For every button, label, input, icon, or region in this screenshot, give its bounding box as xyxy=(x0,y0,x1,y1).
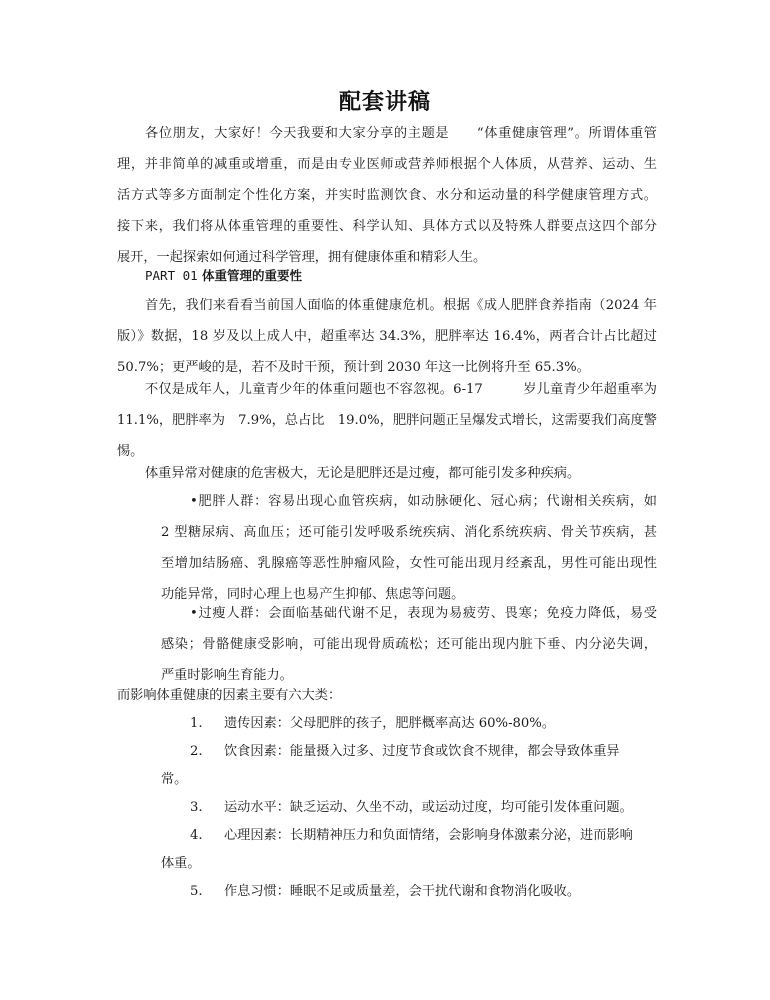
factor-number: 4. xyxy=(190,828,203,843)
intro-line: 理，并非简单的减重或增重，而是由专业医师或营养师根据个人体质，从营养、运动、生 xyxy=(117,157,657,172)
intro-line: 接下来，我们将从体重管理的重要性、科学认知、具体方式以及特殊人群要点这四个部分 xyxy=(117,219,657,234)
factor-item xyxy=(190,714,555,734)
bullet-line: •过瘦人群：会面临基础代谢不足，表现为易疲劳、畏寒；免疫力降低，易受 xyxy=(190,606,657,621)
paragraph-line: 版）》数据，18 岁及以上成人中，超重率达 34.3%，肥胖率达 16.4%，两者合计占比超过 xyxy=(117,329,657,344)
factor-item xyxy=(190,798,633,818)
factor-text: 作息习惯：睡眠不足或质量差，会干扰代谢和食物消化吸收。 xyxy=(224,884,581,899)
intro-line: 活方式等多方面制定个性化方案，并实时监测饮食、水分和运动量的科学健康管理方式。 xyxy=(117,188,657,203)
section-part-number: PART 01 xyxy=(145,268,198,283)
factor-continuation: 常。 xyxy=(161,772,188,787)
factor-text: 饮食因素：能量摄入过多、过度节食或饮食不规律，都会导致体重异 xyxy=(224,744,620,759)
section-title: 体重管理的重要性 xyxy=(202,268,303,283)
paragraph-line: 不仅是成年人，儿童青少年的体重问题也不容忽视。6-17 岁儿童青少年超重率为 xyxy=(145,382,657,397)
paragraph-line: 11.1%，肥胖率为 7.9%，总占比 19.0%，肥胖问题正呈爆发式增长，这需要我们高度警 xyxy=(117,413,657,428)
factor-number: 5. xyxy=(190,884,203,899)
paragraph-line: 惕。 xyxy=(117,444,144,459)
bullet-line: 感染；骨骼健康受影响，可能出现骨质疏松；还可能出现内脏下垂、内分泌失调， xyxy=(161,637,657,652)
section-heading xyxy=(145,266,302,286)
document-title: 配套讲稿 xyxy=(338,90,431,115)
factor-text: 遗传因素：父母肥胖的孩子，肥胖概率高达 60%-80%。 xyxy=(224,716,556,731)
paragraph-line: 首先，我们来看看当前国人面临的体重健康危机。根据《成人肥胖食养指南（2024 年 xyxy=(145,298,657,313)
bullet-line: 2 型糖尿病、高血压；还可能引发呼吸系统疾病、消化系统疾病、骨关节疾病，甚 xyxy=(161,525,657,540)
factor-item xyxy=(190,742,620,762)
intro-line: 展开，一起探索如何通过科学管理，拥有健康体重和精彩人生。 xyxy=(117,250,487,265)
intro-line: 各位朋友，大家好！今天我要和大家分享的主题是 “体重健康管理”。所谓体重管 xyxy=(145,126,657,141)
factor-number: 3. xyxy=(190,800,203,815)
factor-item xyxy=(190,826,633,846)
harm-paragraph: 体重异常对健康的危害极大，无论是肥胖还是过瘦，都可能引发多种疾病。 xyxy=(145,466,581,481)
factor-item xyxy=(190,882,580,902)
factor-number: 1. xyxy=(190,716,203,731)
factors-intro: 而影响体重健康的因素主要有六大类： xyxy=(117,688,342,703)
bullet-line: 功能异常，同时心理上也易产生抑郁、焦虑等问题。 xyxy=(161,587,465,602)
factor-text: 心理因素：长期精神压力和负面情绪，会影响身体激素分泌，进而影响 xyxy=(224,828,633,843)
factor-text: 运动水平：缺乏运动、久坐不动，或运动过度，均可能引发体重问题。 xyxy=(224,800,633,815)
paragraph-line: 50.7%；更严峻的是，若不及时干预，预计到 2030 年这一比例将升至 65.3%。 xyxy=(117,360,590,375)
bullet-line: 至增加结肠癌、乳腺癌等恶性肿瘤风险，女性可能出现月经紊乱，男性可能出现性 xyxy=(161,556,657,571)
factor-continuation: 体重。 xyxy=(161,856,201,871)
factor-number: 2. xyxy=(190,744,203,759)
bullet-line: 严重时影响生育能力。 xyxy=(161,668,293,683)
bullet-line: •肥胖人群：容易出现心血管疾病，如动脉硬化、冠心病；代谢相关疾病，如 xyxy=(190,494,657,509)
